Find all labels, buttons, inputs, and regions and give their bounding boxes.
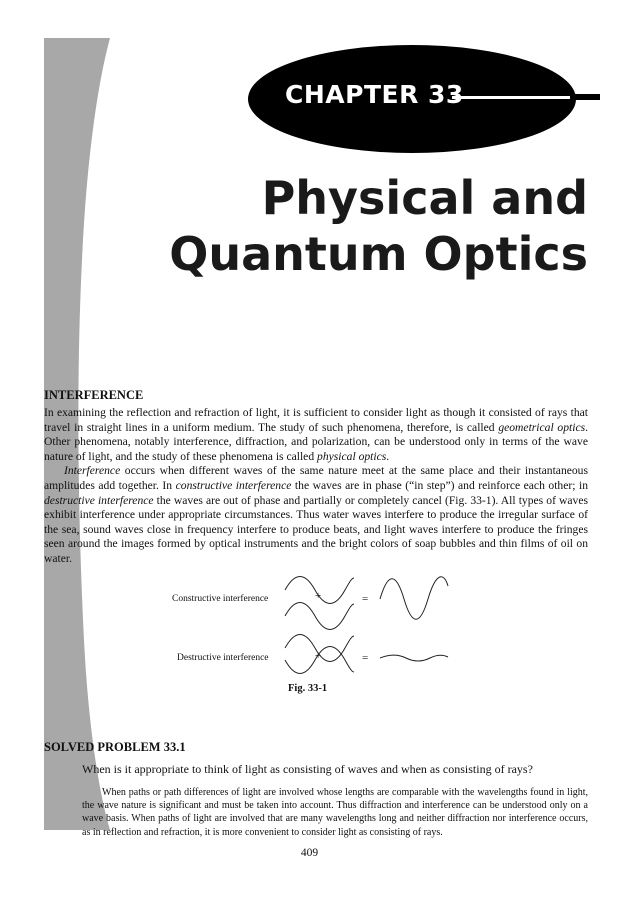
constructive-equals: = bbox=[362, 593, 369, 605]
p2-text-a: occurs when different waves of the same nature meet at the same place and their instantaneous amplitudes add together. In bbox=[44, 464, 588, 492]
constructive-plus: + bbox=[315, 590, 322, 602]
p2-text-b: the waves are in phase (“in step”) and reinforce each other; in bbox=[291, 478, 588, 492]
p2-term-constructive: constructive interference bbox=[175, 478, 292, 492]
destructive-label: Destructive interference bbox=[177, 653, 269, 663]
p1-text-a: In examining the reflection and refraction of light, it is sufficient to consider light as though it consisted of rays that travel in straight lines in a uniform medium. The study of such phenomena, therefore, is called bbox=[44, 406, 588, 434]
solved-problem-heading: SOLVED PROBLEM 33.1 bbox=[44, 740, 186, 754]
p1-term-physical-optics: physical optics bbox=[317, 449, 387, 463]
destructive-result-wave bbox=[380, 655, 448, 661]
destructive-equals: = bbox=[362, 652, 369, 664]
chapter-title bbox=[169, 170, 588, 282]
p1-text-c: . bbox=[386, 449, 390, 463]
constructive-wave-2 bbox=[285, 603, 354, 630]
paragraph-1 bbox=[44, 406, 588, 464]
destructive-plus: + bbox=[315, 650, 322, 662]
section-heading-interference: INTERFERENCE bbox=[44, 388, 144, 402]
chapter-label: CHAPTER 33 bbox=[285, 80, 464, 109]
solved-problem-answer bbox=[82, 786, 588, 839]
p2-text-c: the waves are out of phase and partially or completely cancel (Fig. 33-1). All types of waves exhibit interference under appropriate circumstances. Thus water waves interfere to produce the irregular surface of the sea, sound waves close in frequency interfere to produce beats, and light waves interfere to produce the fringes seen around the images formed by optical instruments and the bright colors of soap bubbles and thin films of oil on water. bbox=[44, 493, 588, 565]
p2-term-destructive: destructive interference bbox=[44, 493, 154, 507]
p1-term-geometrical-optics: geometrical optics bbox=[498, 420, 586, 434]
chapter-title-line-1: Physical and bbox=[261, 171, 588, 225]
constructive-result-wave bbox=[380, 577, 448, 620]
page-number: 409 bbox=[300, 847, 319, 859]
p2-term-interference: Interference bbox=[64, 464, 121, 478]
chapter-title-line-2: Quantum Optics bbox=[169, 227, 588, 281]
paragraph-2 bbox=[44, 464, 588, 566]
constructive-label: Constructive interference bbox=[172, 594, 269, 604]
answer-paragraph: When paths or path differences of light are involved whose lengths are comparable with the wavelengths found in light, the wave nature is significant and must be taken into account. Thus diffraction and interference can be understood only on a wave basis. When paths of light are involved that are many wavelengths long and neither diffraction nor interference occurs, as in reflection and refraction, it is more convenient to consider light as consisting of rays. bbox=[82, 787, 588, 838]
solved-problem-question: When is it appropriate to think of light as consisting of waves and when as consisting of rays? bbox=[82, 762, 533, 776]
interference-body bbox=[44, 406, 588, 567]
p1-text-b: . Other phenomena, notably interference, diffraction, and polarization, can be understood only in terms of the wave nature of light, and the study of these phenomena is called bbox=[44, 420, 589, 463]
figure-caption: Fig. 33-1 bbox=[288, 683, 328, 694]
